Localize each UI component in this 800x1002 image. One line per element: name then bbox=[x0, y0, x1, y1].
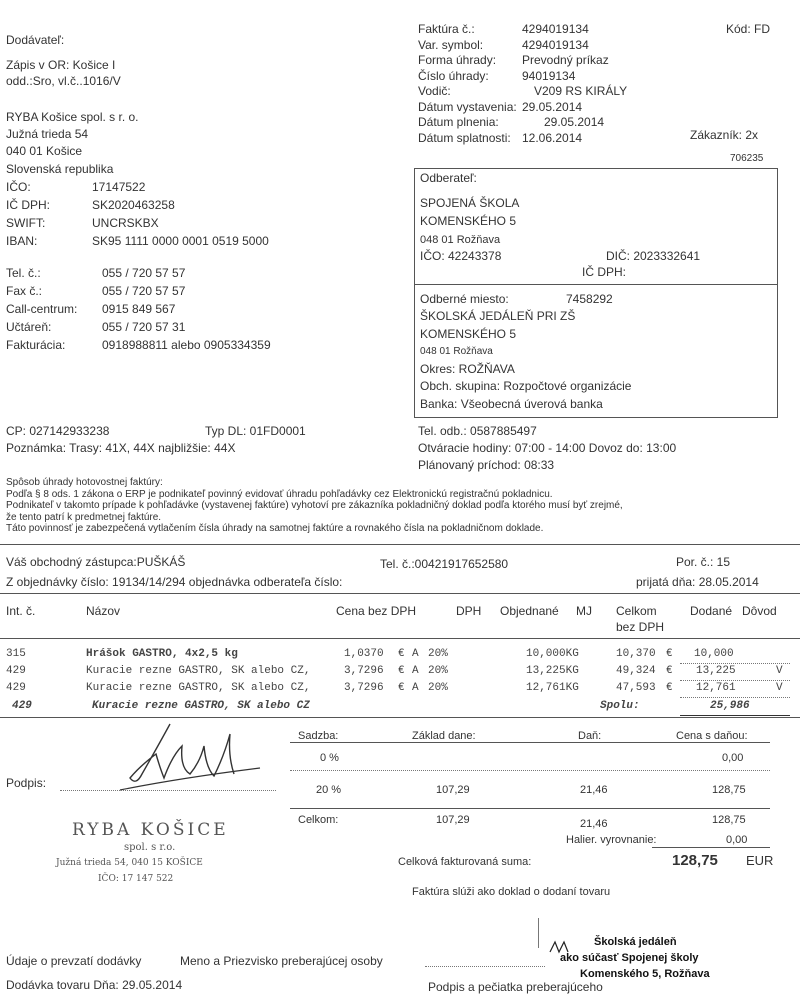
agent-tel: Tel. č.:00421917652580 bbox=[380, 557, 509, 571]
vat-header-divider bbox=[290, 742, 770, 743]
notice-line: že tento patrí k predmetnej faktúre. bbox=[6, 511, 162, 523]
summary-name: Kuracie rezne GASTRO, SK alebo CZ bbox=[92, 700, 310, 712]
summary-int: 429 bbox=[12, 700, 32, 712]
customer-icdph: IČ DPH: bbox=[582, 265, 627, 279]
order-received: prijatá dňa: 28.05.2014 bbox=[636, 575, 759, 589]
tel-odb: Tel. odb.: 0587885497 bbox=[418, 424, 537, 438]
zakaznik: Zákazník: 2x bbox=[690, 128, 759, 142]
cell-celkom: 10,370 bbox=[616, 648, 656, 660]
uctaren-label: Učtáreň: bbox=[6, 320, 52, 334]
delivery-name: ŠKOLSKÁ JEDÁLEŇ PRI ZŠ bbox=[420, 309, 576, 323]
cell-objednane: 12,761KG bbox=[526, 682, 579, 694]
ico-label: IČO: bbox=[6, 180, 31, 194]
supplier-contacts bbox=[6, 264, 271, 354]
receiver-stamp-line: Komenského 5, Rožňava bbox=[580, 968, 710, 980]
vat-amount: 21,46 bbox=[580, 784, 608, 796]
iban-value: SK95 1111 0000 0001 0519 5000 bbox=[92, 234, 269, 248]
cell-dovod: V bbox=[776, 682, 783, 694]
notice-line: Táto povinnosť je zabezpečená vytlačením čísla úhrady na samotnej faktúre a rovnakého čísla na pokladničnom doklade. bbox=[6, 523, 544, 534]
customer-city: 048 01 Rožňava bbox=[420, 234, 501, 246]
signature-line bbox=[60, 790, 276, 791]
uctaren-value: 055 / 720 57 31 bbox=[102, 320, 186, 334]
delivery-label: Odberné miesto: bbox=[420, 292, 509, 306]
customer-name: SPOJENÁ ŠKOLA bbox=[420, 196, 520, 210]
cell-dodane: 13,225 bbox=[696, 665, 736, 677]
vat-header-dan: Daň: bbox=[578, 730, 602, 742]
cell-currency: € bbox=[666, 682, 673, 694]
vat-header-zaklad: Základ dane: bbox=[412, 730, 476, 742]
table-summary-row bbox=[6, 700, 796, 714]
vat-row-divider bbox=[290, 770, 770, 771]
forma-label: Forma úhrady: bbox=[418, 53, 497, 67]
iban-label: IBAN: bbox=[6, 234, 38, 248]
callcentrum-label: Call-centrum: bbox=[6, 302, 78, 316]
ref-number: 706235 bbox=[730, 153, 764, 164]
customer-street: KOMENSKÉHO 5 bbox=[420, 214, 517, 228]
typ-dl: Typ DL: 01FD0001 bbox=[205, 424, 306, 438]
payment-notice bbox=[6, 477, 623, 535]
supplier-stamp-line: spol. s r.o. bbox=[124, 842, 176, 853]
receiver-stamp-line: Školská jedáleň bbox=[594, 936, 677, 948]
vat-rate: 0 % bbox=[320, 752, 339, 764]
total-value: 128,75 bbox=[672, 852, 718, 869]
por-cislo: Por. č.: 15 bbox=[676, 555, 731, 569]
tel-label: Tel. č.: bbox=[6, 266, 41, 280]
meno-label: Meno a Priezvisko preberajúcej osoby bbox=[180, 954, 383, 968]
cell-vat-class: A bbox=[412, 682, 419, 694]
customer-label: Odberateľ: bbox=[420, 171, 477, 185]
underline bbox=[680, 697, 790, 698]
divider bbox=[0, 638, 800, 639]
cell-int: 315 bbox=[6, 648, 26, 660]
celkom-dan: 21,46 bbox=[580, 818, 608, 830]
delivery-city: 048 01 Rožňava bbox=[420, 346, 493, 357]
delivery-skupina: Obch. skupina: Rozpočtové organizácie bbox=[420, 379, 632, 393]
cell-name: Kuracie rezne GASTRO, SK alebo CZ, bbox=[86, 682, 311, 694]
vat-rate: 20 % bbox=[316, 784, 342, 796]
plnenie-value: 29.05.2014 bbox=[544, 115, 605, 129]
cell-celkom: 49,324 bbox=[616, 665, 656, 677]
cell-cena: 1,0370 bbox=[344, 648, 384, 660]
sales-agent: Váš obchodný zástupca:PUŠKÁŠ bbox=[6, 555, 186, 569]
table-row bbox=[6, 665, 796, 679]
otvaracie-hodiny: Otváracie hodiny: 07:00 - 14:00 Dovoz do: 13:00 bbox=[418, 441, 677, 455]
podpis-peciatka: Podpis a pečiatka preberajúceho bbox=[428, 980, 603, 994]
plnenie-label: Dátum plnenia: bbox=[418, 115, 499, 129]
cell-dodane: 10,000 bbox=[694, 648, 734, 660]
spolu-value: 25,986 bbox=[710, 700, 750, 712]
celkom-label: Celkom: bbox=[298, 814, 339, 826]
cell-dph: 20% bbox=[428, 665, 448, 677]
total-currency: EUR bbox=[746, 853, 774, 868]
supplier-street: Južná trieda 54 bbox=[6, 127, 89, 141]
fakturacia-label: Fakturácia: bbox=[6, 338, 66, 352]
notice-line: Podľa § 8 ods. 1 zákona o ERP je podnikateľ povinný evidovať úhradu pohľadávky cez Elektronickú registračnú pokladnicu. bbox=[6, 488, 553, 500]
supplier-name: RYBA Košice spol. s r. o. bbox=[6, 110, 139, 124]
cell-vat-class: A bbox=[412, 665, 419, 677]
receiver-stamp-line: ako súčasť Spojenej školy bbox=[560, 952, 699, 964]
delivery-okres: Okres: ROŽŇAVA bbox=[420, 362, 515, 376]
total-label: Celková fakturovaná suma: bbox=[398, 856, 532, 868]
udaje-label: Údaje o prevzatí dodávky bbox=[6, 954, 142, 968]
planovany-prichod: Plánovaný príchod: 08:33 bbox=[418, 458, 555, 472]
supplier-stamp-line: IČO: 17 147 522 bbox=[98, 874, 174, 884]
faktura-value: 4294019134 bbox=[522, 22, 589, 36]
divider bbox=[0, 593, 800, 594]
invoice-note: Faktúra slúži ako doklad o dodaní tovaru bbox=[412, 886, 611, 898]
name-line bbox=[425, 966, 545, 967]
tel-value: 055 / 720 57 57 bbox=[102, 266, 186, 280]
customer-divider bbox=[414, 284, 778, 285]
cell-dovod: V bbox=[776, 665, 783, 677]
underline bbox=[680, 715, 790, 716]
supplier-stamp-line: Južná trieda 54, 040 15 KOŠICE bbox=[56, 858, 203, 868]
cislo-uhrady-value: 94019134 bbox=[522, 68, 576, 83]
cell-objednane: 10,000KG bbox=[526, 648, 579, 660]
delivery-code: 7458292 bbox=[566, 292, 613, 306]
supplier-label: Dodávateľ: bbox=[6, 33, 65, 47]
cell-currency: € bbox=[398, 682, 405, 694]
celkom-zaklad: 107,29 bbox=[436, 814, 470, 826]
icdph-value: SK2020463258 bbox=[92, 198, 175, 212]
supplier-city: 040 01 Košice bbox=[6, 144, 83, 158]
invoice-fields bbox=[418, 22, 627, 146]
icdph-label: IČ DPH: bbox=[6, 198, 51, 212]
table-row bbox=[6, 682, 796, 696]
vat-header-sadzba: Sadzba: bbox=[298, 730, 339, 742]
table-row bbox=[6, 648, 796, 662]
total-divider bbox=[652, 847, 770, 848]
col-dodane: Dodané bbox=[690, 604, 733, 618]
splatnost-value: 12.06.2014 bbox=[522, 130, 583, 145]
col-dph: DPH bbox=[456, 604, 482, 618]
spolu-label: Spolu: bbox=[600, 700, 640, 712]
vertical-mark bbox=[538, 918, 539, 948]
cell-dodane: 12,761 bbox=[696, 682, 736, 694]
supplier-register-2: odd.:Sro, vl.č..1016/V bbox=[6, 74, 121, 88]
vat-total: 0,00 bbox=[722, 752, 744, 764]
cell-name: Hrášok GASTRO, 4x2,5 kg bbox=[86, 648, 238, 660]
cell-vat-class: A bbox=[412, 648, 419, 660]
vodic-value: V209 RS KIRÁLY bbox=[534, 84, 628, 98]
cp: CP: 027142933238 bbox=[6, 424, 110, 438]
notice-line: Podnikateľ v takomto prípade k pohľadávke (vystavenej faktúre) vyhotoví pre zákazníka pokladničný doklad podľa ktorého musí byť zrejmé, bbox=[6, 500, 623, 511]
kod: Kód: FD bbox=[726, 22, 771, 36]
cell-currency: € bbox=[666, 648, 673, 660]
cell-cena: 3,7296 bbox=[344, 665, 384, 677]
halier-value: 0,00 bbox=[726, 834, 748, 846]
poznamka: Poznámka: Trasy: 41X, 44X najbližšie: 44X bbox=[6, 441, 236, 455]
cell-currency: € bbox=[398, 648, 405, 660]
faktura-label: Faktúra č.: bbox=[418, 22, 475, 36]
underline bbox=[680, 663, 790, 664]
fax-label: Fax č.: bbox=[6, 284, 43, 298]
varsymbol-value: 4294019134 bbox=[522, 37, 589, 52]
podpis-label: Podpis: bbox=[6, 776, 47, 790]
cell-dph: 20% bbox=[428, 682, 448, 694]
delivery-banka: Banka: Všeobecná úverová banka bbox=[420, 397, 603, 411]
col-int: Int. č. bbox=[6, 604, 36, 618]
celkom-cena: 128,75 bbox=[712, 814, 746, 826]
varsymbol-label: Var. symbol: bbox=[418, 37, 484, 52]
supplier-ids bbox=[6, 178, 269, 250]
splatnost-label: Dátum splatnosti: bbox=[418, 130, 511, 145]
ico-value: 17147522 bbox=[92, 180, 146, 194]
vystavenie-label: Dátum vystavenia: bbox=[418, 99, 517, 114]
delivery-street: KOMENSKÉHO 5 bbox=[420, 327, 517, 341]
callcentrum-value: 0915 849 567 bbox=[102, 302, 176, 316]
cell-int: 429 bbox=[6, 682, 26, 694]
halier-label: Halier. vyrovnanie: bbox=[566, 834, 657, 846]
forma-value: Prevodný príkaz bbox=[522, 53, 609, 67]
supplier-stamp-name: RYBA KOŠICE bbox=[72, 820, 229, 840]
vat-total: 128,75 bbox=[712, 784, 746, 796]
customer-ico: IČO: 42243378 bbox=[420, 249, 502, 263]
cell-currency: € bbox=[398, 665, 405, 677]
fax-value: 055 / 720 57 57 bbox=[102, 284, 186, 298]
notice-line: Spôsob úhrady hotovostnej faktúry: bbox=[6, 477, 163, 488]
vystavenie-value: 29.05.2014 bbox=[522, 99, 583, 114]
vat-base: 107,29 bbox=[436, 784, 470, 796]
col-dovod: Dôvod bbox=[742, 604, 777, 618]
cell-celkom: 47,593 bbox=[616, 682, 656, 694]
customer-dic: DIČ: 2023332641 bbox=[606, 249, 701, 263]
vat-header-cena: Cena s daňou: bbox=[676, 730, 748, 742]
col-cena: Cena bez DPH bbox=[336, 604, 417, 618]
cell-currency: € bbox=[666, 665, 673, 677]
col-nazov: Názov bbox=[86, 604, 121, 618]
divider bbox=[0, 544, 800, 545]
col-celkom: Celkom bbox=[616, 604, 657, 618]
swift-value: UNCRSKBX bbox=[92, 216, 159, 230]
cell-cena: 3,7296 bbox=[344, 682, 384, 694]
swift-label: SWIFT: bbox=[6, 216, 46, 230]
vat-row-divider bbox=[290, 808, 770, 809]
vodic-label: Vodič: bbox=[418, 84, 451, 98]
underline bbox=[680, 680, 790, 681]
order-number: Z objednávky číslo: 19134/14/294 objednávka odberateľa číslo: bbox=[6, 575, 343, 589]
supplier-country: Slovenská republika bbox=[6, 162, 114, 176]
cislo-uhrady-label: Číslo úhrady: bbox=[418, 68, 489, 83]
handwritten-signature bbox=[100, 716, 270, 796]
fakturacia-value: 0918988811 alebo 0905334359 bbox=[102, 338, 271, 352]
col-celkom-sub: bez DPH bbox=[616, 620, 665, 634]
dodavka-date: Dodávka tovaru Dňa: 29.05.2014 bbox=[6, 978, 183, 992]
cell-int: 429 bbox=[6, 665, 26, 677]
supplier-register-1: Zápis v OR: Košice I bbox=[6, 58, 116, 72]
cell-name: Kuracie rezne GASTRO, SK alebo CZ, bbox=[86, 665, 311, 677]
cell-objednane: 13,225KG bbox=[526, 665, 579, 677]
col-objednane: Objednané bbox=[500, 604, 559, 618]
cell-dph: 20% bbox=[428, 648, 448, 660]
col-mj: MJ bbox=[576, 604, 592, 618]
